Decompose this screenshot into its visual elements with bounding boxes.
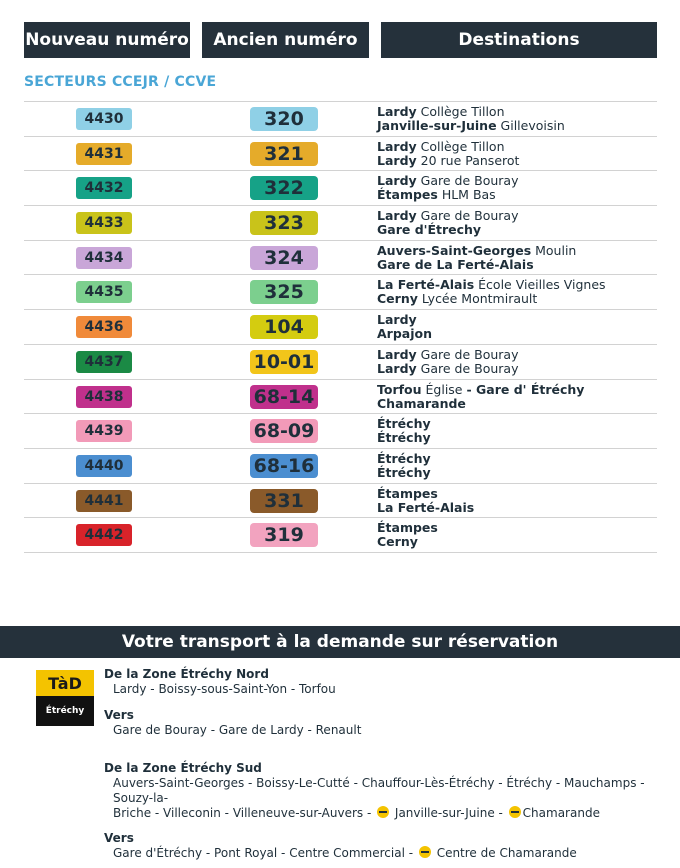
destination-line-2 xyxy=(377,397,584,411)
destination-line-1 xyxy=(377,244,576,258)
destination-place: Lardy xyxy=(377,138,417,154)
old-number-badge: 10-01 xyxy=(250,350,318,374)
old-number-badge: 323 xyxy=(250,211,318,235)
destination-place: Lardy xyxy=(377,312,417,328)
destination-line-2 xyxy=(377,154,519,168)
old-number-badge: 319 xyxy=(250,523,318,547)
destination-line-2 xyxy=(377,327,432,341)
destination-stop: Collège Tillon xyxy=(416,138,505,154)
destination-line-2 xyxy=(377,223,518,237)
new-number-badge: 4430 xyxy=(76,108,132,130)
destination-place: Lardy xyxy=(377,208,417,224)
tad-banner: Votre transport à la demande sur réservation xyxy=(0,626,680,658)
line-row xyxy=(24,345,657,380)
destination-place: Janville-sur-Juine xyxy=(377,118,497,133)
destination-place: Lardy xyxy=(377,104,417,119)
destination xyxy=(377,140,519,168)
line-row xyxy=(24,310,657,345)
destination-line-1 xyxy=(377,209,518,223)
destination-line-2 xyxy=(377,188,518,202)
destination-stop: École Vieilles Vignes xyxy=(474,277,606,293)
zone-nord-vers: Gare de Bouray - Gare de Lardy - Renault xyxy=(113,723,362,737)
zone-nord-places: Lardy - Boissy-sous-Saint-Yon - Torfou xyxy=(113,682,336,696)
destination-line-1 xyxy=(377,417,431,431)
new-number-badge: 4437 xyxy=(76,351,132,373)
destination-line-1 xyxy=(377,105,565,119)
tad-logo xyxy=(36,670,94,726)
destination-line-2 xyxy=(377,501,474,515)
new-number-badge: 4438 xyxy=(76,386,132,408)
destination-line-1 xyxy=(377,487,474,501)
destination xyxy=(377,417,431,445)
destination-stop: Collège Tillon xyxy=(416,104,505,119)
destination xyxy=(377,278,606,306)
destination xyxy=(377,348,518,376)
header-destinations: Destinations xyxy=(381,22,657,58)
destination-line-1 xyxy=(377,383,584,397)
old-number-badge: 68-16 xyxy=(250,454,318,478)
destination xyxy=(377,383,584,411)
lines-table xyxy=(24,101,657,553)
zone-sud-places-2a: Briche - Villeconin - Villeneuve-sur-Auvers - xyxy=(113,806,376,820)
destination xyxy=(377,174,518,202)
line-row xyxy=(24,137,657,172)
line-row xyxy=(24,380,657,415)
old-number-badge: 104 xyxy=(250,315,318,339)
new-number-badge: 4433 xyxy=(76,212,132,234)
destination-place: La Ferté-Alais xyxy=(377,499,475,515)
destination-stop: Moulin xyxy=(531,242,577,258)
destination-place: Gare de La Ferté-Alais xyxy=(377,256,534,272)
destination-place: Auvers-Saint-Georges xyxy=(377,242,532,258)
destination-place: Étampes xyxy=(377,187,438,203)
destination-line-2 xyxy=(377,535,438,549)
zone-sud-vers-b: Centre de Chamarande xyxy=(432,846,577,860)
new-number-badge: 4440 xyxy=(76,455,132,477)
destination-place: Gare d'Étrechy xyxy=(377,222,482,238)
old-number-badge: 68-14 xyxy=(250,385,318,409)
destination-stop: Gare de Bouray xyxy=(416,208,519,224)
zone-nord-vers-label: Vers xyxy=(104,708,134,722)
destination-line-1 xyxy=(377,174,518,188)
new-number-badge: 4432 xyxy=(76,177,132,199)
header-new-number: Nouveau numéro xyxy=(24,22,190,58)
line-row xyxy=(24,275,657,310)
new-number-badge: 4435 xyxy=(76,281,132,303)
destination xyxy=(377,487,474,515)
tad-logo-top: TàD xyxy=(36,670,94,696)
zone-sud-places-1: Auvers-Saint-Georges - Boissy-Le-Cutté - Chauffour-Lès-Étréchy - Étréchy - Mauchamps - Souzy-la- xyxy=(113,776,645,805)
destination-stop: Gillevoisin xyxy=(496,118,565,133)
destination xyxy=(377,105,565,133)
tad-stop-icon xyxy=(377,806,389,818)
old-number-badge: 321 xyxy=(250,142,318,166)
destination-line-1 xyxy=(377,452,431,466)
destination-place: Étréchy xyxy=(377,416,431,432)
destination-place: Étréchy xyxy=(377,464,431,480)
tad-stop-icon xyxy=(509,806,521,818)
destination-place: Étampes xyxy=(377,520,438,536)
line-row xyxy=(24,414,657,449)
old-number-badge: 325 xyxy=(250,280,318,304)
destination-place: Torfou xyxy=(377,381,422,397)
destination-line-1 xyxy=(377,278,606,292)
destination xyxy=(377,521,438,549)
destination-line-1 xyxy=(377,140,519,154)
line-row xyxy=(24,449,657,484)
destination-stop: 20 rue Panserot xyxy=(416,152,520,168)
destination xyxy=(377,313,432,341)
zone-sud-vers-a: Gare d'Étréchy - Pont Royal - Centre Commercial - xyxy=(113,846,417,860)
line-row xyxy=(24,518,657,553)
zone-nord xyxy=(104,667,664,738)
old-number-badge: 322 xyxy=(250,176,318,200)
destination-stop: HLM Bas xyxy=(437,187,496,203)
destination-place: Lardy xyxy=(377,360,417,376)
line-row xyxy=(24,206,657,241)
destination-place: Lardy xyxy=(377,346,417,362)
line-row xyxy=(24,171,657,206)
destination-line-1 xyxy=(377,348,518,362)
sector-title: SECTEURS CCEJR / CCVE xyxy=(24,74,217,90)
destination-stop: Lycée Montmirault xyxy=(417,291,538,307)
destination xyxy=(377,452,431,480)
destination-place: Arpajon xyxy=(377,326,432,342)
new-number-badge: 4436 xyxy=(76,316,132,338)
destination-line-2 xyxy=(377,431,431,445)
destination-line-2 xyxy=(377,119,565,133)
zone-sud-places-2c: Chamarande xyxy=(522,806,600,820)
destination-place: - Gare d' Étréchy xyxy=(466,381,585,397)
zone-sud-title: De la Zone Étréchy Sud xyxy=(104,761,262,775)
destination-place: Cerny xyxy=(377,534,418,550)
tad-stop-icon xyxy=(419,846,431,858)
new-number-badge: 4442 xyxy=(76,524,132,546)
destination-place: Lardy xyxy=(377,152,417,168)
zone-nord-title: De la Zone Étréchy Nord xyxy=(104,667,269,681)
destination-line-1 xyxy=(377,521,438,535)
destination-line-2 xyxy=(377,258,576,272)
new-number-badge: 4434 xyxy=(76,247,132,269)
destination-line-2 xyxy=(377,466,431,480)
destination-place: Étréchy xyxy=(377,450,431,466)
destination-place: Étréchy xyxy=(377,430,431,446)
old-number-badge: 324 xyxy=(250,246,318,270)
tad-logo-bottom: Étréchy xyxy=(36,696,94,726)
header-old-number: Ancien numéro xyxy=(202,22,369,58)
destination-stop: Gare de Bouray xyxy=(416,346,519,362)
destination-line-1 xyxy=(377,313,432,327)
destination-place: Cerny xyxy=(377,291,418,307)
line-row xyxy=(24,241,657,276)
destination-place: Lardy xyxy=(377,173,417,189)
old-number-badge: 320 xyxy=(250,107,318,131)
destination-stop: Église xyxy=(421,381,467,397)
zone-sud xyxy=(104,761,664,861)
zone-sud-vers xyxy=(104,846,664,861)
new-number-badge: 4439 xyxy=(76,420,132,442)
line-row xyxy=(24,484,657,519)
new-number-badge: 4431 xyxy=(76,143,132,165)
line-row xyxy=(24,102,657,137)
destination-line-2 xyxy=(377,362,518,376)
destination-stop: Gare de Bouray xyxy=(416,360,519,376)
destination-line-2 xyxy=(377,292,606,306)
destination-place: Étampes xyxy=(377,485,438,501)
new-number-badge: 4441 xyxy=(76,490,132,512)
destination-place: La Ferté-Alais xyxy=(377,277,475,293)
old-number-badge: 331 xyxy=(250,489,318,513)
destination-place: Chamarande xyxy=(377,395,466,411)
destination xyxy=(377,209,518,237)
destination xyxy=(377,244,576,272)
zone-sud-places-2 xyxy=(104,806,664,821)
old-number-badge: 68-09 xyxy=(250,419,318,443)
zone-sud-places-2b: Janville-sur-Juine - xyxy=(391,806,507,820)
destination-stop: Gare de Bouray xyxy=(416,173,519,189)
zone-sud-vers-label: Vers xyxy=(104,831,134,845)
